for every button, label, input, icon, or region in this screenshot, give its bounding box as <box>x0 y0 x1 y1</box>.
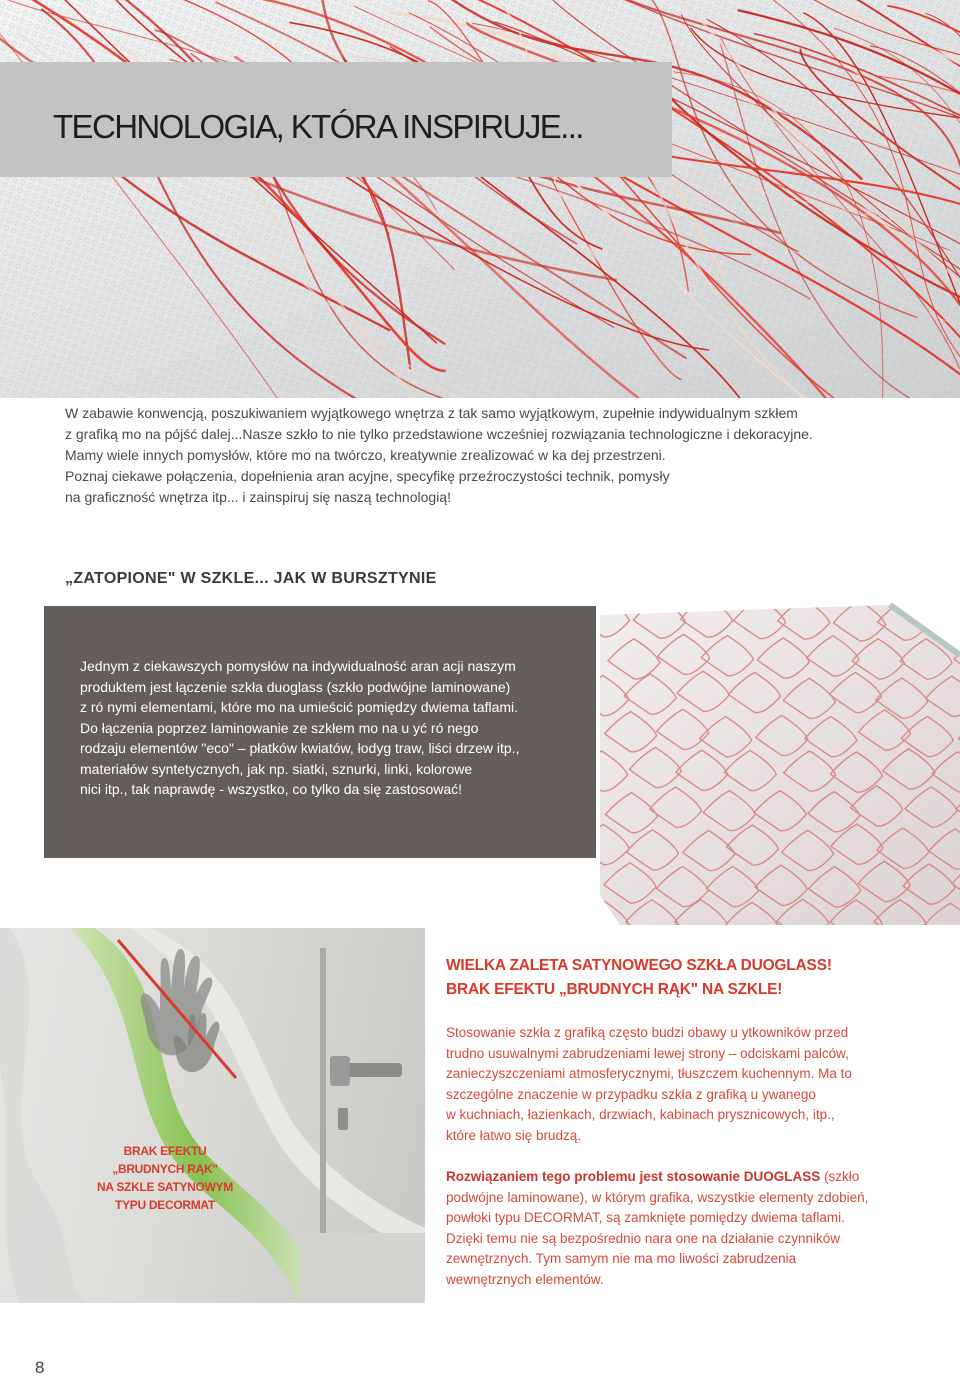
info-box <box>44 606 596 858</box>
intro-line: na graficzność wnętrza itp... i zainspiruj się naszą technologią! <box>65 489 451 505</box>
net-cell <box>931 595 960 635</box>
door-caption-line: „BRUDNYCH RĄK" <box>112 1162 218 1176</box>
box-line: nici itp., tak naprawdę - wszystko, co tylko da się zastosować! <box>80 781 463 797</box>
red-net-graphic <box>560 595 960 925</box>
advantage-section <box>446 954 946 1287</box>
box-line: z ró nymi elementami, które mo na umieścić pomiędzy dwiema taflami. <box>80 699 519 715</box>
paragraph-line: szczególne znaczenie w przypadku szkła z grafiką u ywanego <box>446 1086 816 1102</box>
paragraph-line: powłoki typu DECORMAT, są zamknięte pomiędzy dwiema taflami. <box>446 1210 845 1225</box>
solution-rest: (szkło <box>820 1169 860 1184</box>
box-line: materiałów syntetycznych, jak np. siatki, sznurki, linki, kolorowe <box>80 760 473 777</box>
net-glass-image <box>560 595 960 925</box>
section-heading: „ZATOPIONE" W SZKLE... JAK W BURSZTYNIE <box>65 570 437 587</box>
advantage-title-line: BRAK EFEKTU „BRUDNYCH RĄK" NA SZKLE! <box>446 981 783 998</box>
box-line: produktem jest łączenie szkła duoglass (szkło podwójne laminowane) <box>80 678 511 695</box>
solution-bold: Rozwiązaniem tego problemu jest stosowanie DUOGLASS <box>446 1169 821 1184</box>
door-photo <box>0 928 425 1303</box>
paragraph-line: trudno usuwalnymi zabrudzeniami lewej strony – odciskami palców, <box>446 1045 849 1061</box>
advantage-paragraph-2 <box>446 1167 868 1290</box>
paragraph-line: Stosowanie szkła z grafiką często budzi obawy u ytkowników przed <box>446 1025 849 1040</box>
red-fibres-graphic <box>0 0 960 398</box>
paragraph-line: które łatwo się brudzą. <box>446 1127 582 1143</box>
paragraph-line: wewnętrznych elementów. <box>446 1271 604 1287</box>
intro-line: W zabawie konwencją, poszukiwaniem wyjątkowego wnętrza z tak samo wyjątkowym, zupełnie indywidualnym szkłem <box>65 405 798 421</box>
door-caption-line: NA SZKLE SATYNOWYM <box>97 1180 233 1194</box>
page-number: 8 <box>35 1358 45 1377</box>
paragraph-line: Dzięki temu nie są bezpośrednio nara one na działanie czynników <box>446 1230 840 1246</box>
box-line: Do łączenia poprzez laminowanie ze szkłem mo na u yć ró nego <box>80 719 479 736</box>
door-caption <box>80 1142 250 1214</box>
intro-line: Poznaj ciekawe połączenia, dopełnienia aran acyjne, specyfikę przeźroczystości technik, pomysły <box>65 468 670 484</box>
intro-line: z grafiką mo na pójść dalej...Nasze szkło to nie tylko przedstawione wcześniej rozwiązania technologiczne i dekoracyjne. <box>65 426 813 442</box>
paragraph-line: zanieczyszczeniami atmosferycznymi, tłuszczem kuchennym. Ma to <box>446 1066 852 1081</box>
page-title: TECHNOLOGIA, KTÓRA INSPIRUJE... <box>53 108 583 145</box>
door-graphic <box>0 928 425 1303</box>
advantage-title <box>446 954 946 1002</box>
paragraph-line: zewnętrznych. Tym samym nie ma mo liwości zabrudzenia <box>446 1251 797 1266</box>
intro-line: Mamy wiele innych pomysłów, które mo na twórczo, kreatywnie zrealizować w ka dej przestrzeni. <box>65 447 666 463</box>
paragraph-line: podwójne laminowane), w którym grafika, wszystkie elementy zdobień, <box>446 1189 869 1205</box>
paragraph-line <box>446 1167 868 1188</box>
intro-text <box>65 403 885 508</box>
box-line: Jednym z ciekawszych pomysłów na indywidualność aran acji naszym <box>80 658 516 674</box>
paragraph-line: w kuchniach, łazienkach, drzwiach, kabinach prysznicowych, itp., <box>446 1107 835 1122</box>
box-line: rodzaju elementów "eco" – płatków kwiatów, łodyg traw, liści drzew itp., <box>80 740 520 756</box>
hero-fibres-image <box>0 0 960 398</box>
advantage-paragraph-1 <box>446 1023 852 1146</box>
door-caption-line: BRAK EFEKTU <box>123 1144 207 1158</box>
door-caption-line: TYPU DECORMAT <box>115 1198 215 1212</box>
advantage-title-line: WIELKA ZALETA SATYNOWEGO SZKŁA DUOGLASS! <box>446 957 832 974</box>
title-band <box>0 62 672 177</box>
